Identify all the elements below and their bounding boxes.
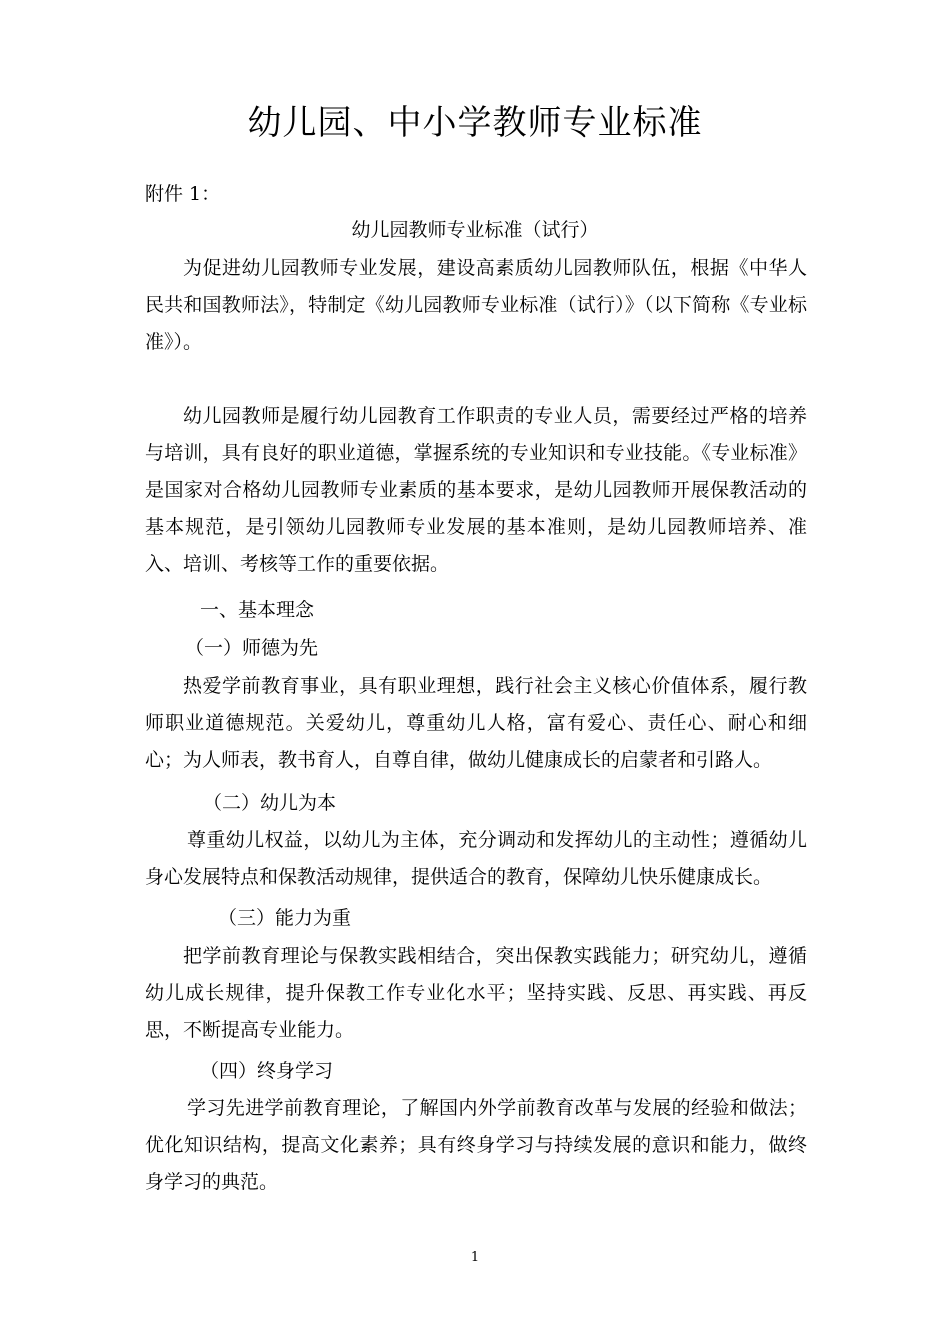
section-heading: 一、基本理念 — [200, 599, 315, 621]
subsection-heading: （三）能力为重 — [218, 907, 352, 929]
attachment-label: 附件 1： — [145, 183, 221, 205]
subsection-heading: （二）幼儿为本 — [203, 792, 337, 814]
subsection-body: 把学前教育理论与保教实践相结合，突出保教实践能力；研究幼儿，遵循幼儿成长规律，提升保教工作专业化水平；坚持实践、反思、再实践、再反思，不断提高专业能力。 — [145, 945, 807, 1041]
document-subtitle: 幼儿园教师专业标准（试行） — [351, 219, 599, 241]
subsection-heading: （一）师德为先 — [185, 637, 319, 659]
intro-paragraph: 为促进幼儿园教师专业发展，建设高素质幼儿园教师队伍，根据《中华人民共和国教师法》，特制定《幼儿园教师专业标准（试行）》（以下简称《专业标准》）。 — [145, 257, 807, 353]
document-title: 幼儿园、中小学教师专业标准 — [247, 103, 703, 143]
subsection-heading: （四）终身学习 — [200, 1060, 334, 1082]
page-number: 1 — [470, 1250, 480, 1265]
subsection-body: 热爱学前教育事业，具有职业理想，践行社会主义核心价值体系，履行教师职业道德规范。关爱幼儿，尊重幼儿人格，富有爱心、责任心、耐心和细心；为人师表，教书育人，自尊自律，做幼儿健康成长的启蒙者和引路人。 — [145, 675, 807, 771]
subsection-body: 尊重幼儿权益，以幼儿为主体，充分调动和发挥幼儿的主动性；遵循幼儿身心发展特点和保教活动规律，提供适合的教育，保障幼儿快乐健康成长。 — [145, 829, 807, 888]
subsection-body: 学习先进学前教育理论，了解国内外学前教育改革与发展的经验和做法；优化知识结构，提高文化素养；具有终身学习与持续发展的意识和能力，做终身学习的典范。 — [145, 1097, 807, 1193]
definition-paragraph: 幼儿园教师是履行幼儿园教育工作职责的专业人员，需要经过严格的培养与培训，具有良好的职业道德，掌握系统的专业知识和专业技能。《专业标准》是国家对合格幼儿园教师专业素质的基本要求，是幼儿园教师开展保教活动的基本规范，是引领幼儿园教师专业发展的基本准则，是幼儿园教师培养、准入、培训、考核等工作的重要依据。 — [145, 405, 807, 575]
